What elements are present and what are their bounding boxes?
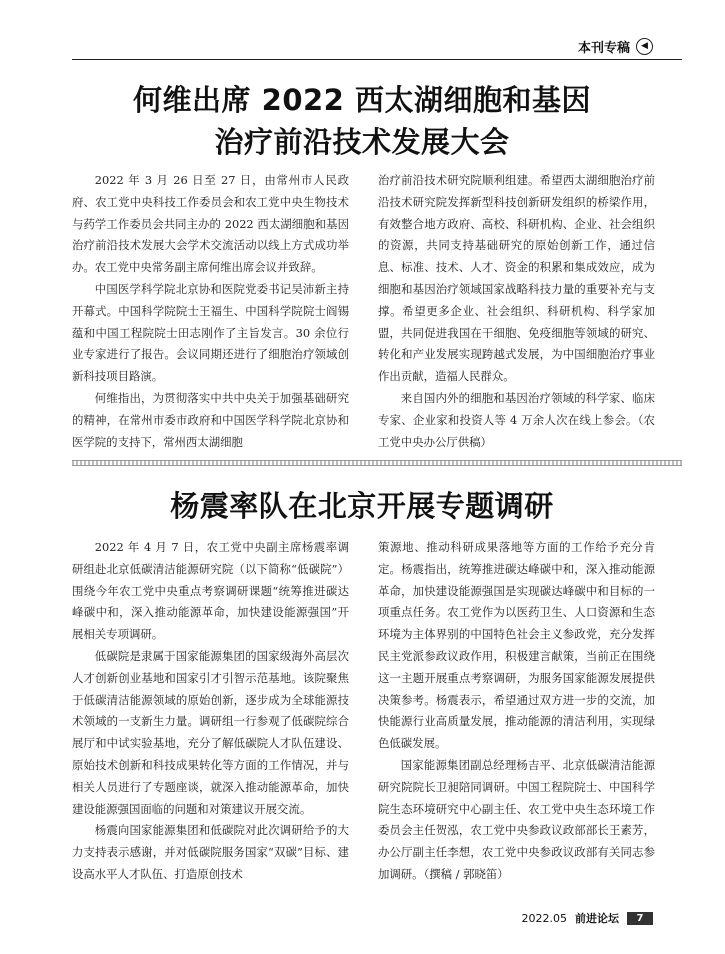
article2-paragraph-continued: 策源地、推动科研成果落地等方面的工作给予充分肯定。杨震指出，统筹推进碳达峰碳中和，深入推动能源革命，加快建设能源强国是实现碳达峰碳中和目标的一项重点任务。农工党作为以医药卫生、人口资源和生态环境为主体界别的中国特色社会主义参政党，充分发挥民主党派参政议政作用，积极建言献策，当前正在围绕这一主题开展重点考察调研，为服务国家能源发展提供决策参考。杨震表示，希望通过双方进一步的交流，加快能源行业高质量发展，推动能源的清洁利用，实现绿色低碳发展。 [378,540,655,751]
page-number: 7 [627,912,653,925]
article2-title: 杨震率队在北京开展专题调研 [170,489,554,523]
article2-paragraph: 国家能源集团副总经理杨吉平、北京低碳清洁能源研究院院长卫昶陪同调研。中国工程院院士、中国科学院生态环境研究中心副主任、农工党中央生态环境工作委员会主任贺泓，农工党中央参政议政部部长王素芳，办公厅副主任李想，农工党中央参政议政部有关同志参加调研。（撰稿 / 郭晓笛） [378,757,655,881]
page-footer [522,910,654,926]
magazine-name: 前进论坛 [575,912,619,925]
article1-paragraph-continued: 治疗前沿技术研究院顺利组建。希望西太湖细胞治疗前沿技术研究院发挥新型科技创新研发组织的桥梁作用，有效整合地方政府、高校、科研机构、企业、社会组织的资源，共同支持基础研究的原始创新工作，通过信息、标准、技术、人才、资金的积累和集成效应，成为细胞和基因治疗领域国家战略科技力量的重要补充与支撑。希望更多企业、社会组织、科研机构、科学家加盟，共同促进我国在干细胞、免疫细胞等领域的研究、转化和产业发展实现跨越式发展，为中国细胞治疗事业作出贡献，造福人民群众。 [378,173,655,384]
article2-paragraph: 杨震向国家能源集团和低碳院对此次调研给予的大力支持表示感谢，并对低碳院服务国家“双碳”目标、建设高水平人才队伍、打造原创技术 [72,823,349,881]
article2-left-column [72,537,349,886]
article2-paragraph: 2022 年 4 月 7 日，农工党中央副主席杨震率调研组赴北京低碳清洁能源研究院（以下简称“低碳院”）围绕今年农工党中央重点考察调研课题“统筹推进碳达峰碳中和，深入推动能源革命，加快建设能源强国”开展相关专项调研。 [72,540,349,642]
issue-date: 2022.05 [521,911,567,925]
article2-right-column [378,537,655,886]
article1-title-line2: 治疗前沿技术发展大会 [214,125,510,159]
article1-title-line1: 何维出席 2022 西太湖细胞和基因 [133,83,591,117]
article1-paragraph: 2022 年 3 月 26 日至 27 日，由常州市人民政府、农工党中央科技工作委员会和农工党中央生物技术与药学工作委员会共同主办的 2022 西太湖细胞和基因治疗前沿技术发展大会学术交流活动以线上方式成功举办。农工党中央常务副主席何维出席会议并致辞。 [72,173,349,275]
article1-left-column [72,170,349,453]
header-section-label [578,36,653,56]
header-rule [72,59,682,60]
arrow-circle-icon: ◀ [636,38,653,55]
article-divider [72,460,682,466]
article1-paragraph: 来自国内外的细胞和基因治疗领域的科学家、临床专家、企业家和投资人等 4 万余人次在线上参会。（农工党中央办公厅供稿） [378,390,655,449]
article1-paragraph: 何维指出，为贯彻落实中共中央关于加强基础研究的精神，在常州市委市政府和中国医学科学院北京协和医学院的支持下，常州西太湖细胞 [72,390,349,449]
article1-right-column [378,170,655,453]
section-title: 本刊专稿 [577,40,630,56]
article2-paragraph: 低碳院是隶属于国家能源集团的国家级海外高层次人才创新创业基地和国家引才引智示范基地。该院聚焦于低碳清洁能源领域的原始创新，逐步成为全球能源技术领域的一支新生力量。调研组一行参观了低碳院综合展厅和中试实验基地，充分了解低碳院人才队伍建设、原始技术创新和科技成果转化等方面的工作情况，并与相关人员进行了专题座谈，就深入推动能源革命，加快建设能源强国面临的问题和对策建议开展交流。 [72,648,349,816]
article1-paragraph: 中国医学科学院北京协和医院党委书记吴沛新主持开幕式。中国科学院院士王福生、中国科学院院士阎锡蕴和中国工程院院士田志刚作了主旨发言。30 余位行业专家进行了报告。会议同期还进行了细胞治疗领域创新科技项目路演。 [72,281,349,384]
